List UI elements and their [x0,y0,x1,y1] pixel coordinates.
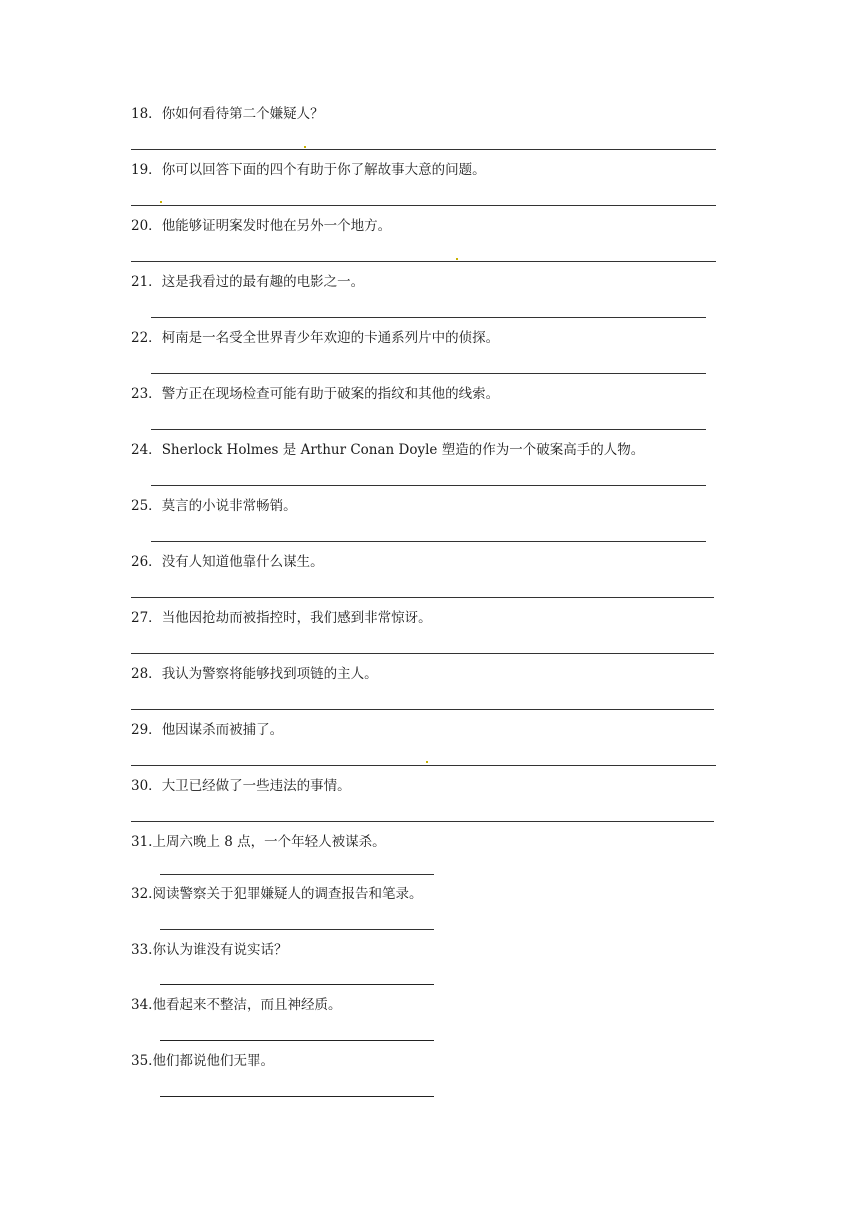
question-number: 32. [131,886,153,902]
answer-line-24[interactable] [151,485,706,486]
question-30 [131,778,351,794]
answer-line-30[interactable] [131,821,714,822]
mark-dot [426,761,428,763]
answer-line-32[interactable] [160,929,434,930]
answer-line-33[interactable] [160,984,434,985]
question-28 [131,666,378,682]
question-number: 19． [131,162,162,178]
question-text: Sherlock Holmes 是 Arthur Conan Doyle 塑造的作为一个破案高手的人物。 [161,442,645,458]
question-text: 上周六晚上 8 点，一个年轻人被谋杀。 [152,834,386,850]
answer-line-27[interactable] [131,653,714,654]
question-number: 21． [131,274,162,290]
question-33 [131,942,287,958]
question-25 [131,498,297,514]
question-text: 他看起来不整洁，而且神经质。 [152,997,342,1013]
question-number: 28． [131,666,162,682]
mark-dot [160,201,162,203]
question-text: 他因谋杀而被捕了。 [161,722,284,738]
question-text: 柯南是一名受全世界青少年欢迎的卡通系列片中的侦探。 [161,330,500,346]
answer-line-23[interactable] [151,429,706,430]
question-number: 23． [131,386,162,402]
answer-line-31[interactable] [160,874,434,875]
question-number: 25． [131,498,162,514]
mark-dot [456,258,458,260]
question-text: 你认为谁没有说实话？ [152,942,288,958]
answer-line-22[interactable] [151,373,706,374]
question-34 [131,997,341,1013]
answer-line-28[interactable] [131,709,714,710]
question-22 [131,330,499,346]
question-number: 20． [131,218,162,234]
question-19 [131,162,486,178]
answer-line-29[interactable] [131,765,716,766]
question-23 [131,386,499,402]
question-24 [131,442,644,458]
question-text: 他们都说他们无罪。 [152,1053,274,1069]
question-text: 莫言的小说非常畅销。 [161,498,297,514]
question-18 [131,106,324,122]
answer-line-19[interactable] [131,205,716,206]
question-26 [131,554,324,570]
question-text: 我认为警察将能够找到项链的主人。 [161,666,378,682]
question-35 [131,1053,274,1069]
question-20 [131,218,391,234]
question-number: 24． [131,442,162,458]
question-number: 22． [131,330,162,346]
question-text: 当他因抢劫而被指控时，我们感到非常惊讶。 [161,610,432,626]
answer-line-21[interactable] [151,317,706,318]
question-text: 阅读警察关于犯罪嫌疑人的调查报告和笔录。 [152,886,423,902]
answer-line-34[interactable] [160,1040,434,1041]
question-number: 29． [131,722,162,738]
question-number: 35. [131,1053,153,1069]
answer-line-26[interactable] [131,597,714,598]
answer-line-25[interactable] [151,541,706,542]
mark-dot [304,146,306,148]
answer-line-35[interactable] [160,1096,434,1097]
question-text: 没有人知道他靠什么谋生。 [161,554,324,570]
answer-line-18[interactable] [131,149,716,150]
question-27 [131,610,432,626]
question-number: 34. [131,997,153,1013]
question-31 [131,834,386,850]
question-number: 18． [131,106,162,122]
question-text: 这是我看过的最有趣的电影之一。 [161,274,365,290]
answer-line-20[interactable] [131,261,716,262]
question-21 [131,274,364,290]
question-32 [131,886,422,902]
question-number: 30． [131,778,162,794]
question-text: 警方正在现场检查可能有助于破案的指纹和其他的线索。 [161,386,500,402]
question-number: 33. [131,942,153,958]
question-text: 你可以回答下面的四个有助于你了解故事大意的问题。 [161,162,486,178]
question-number: 27． [131,610,162,626]
question-text: 大卫已经做了一些违法的事情。 [161,778,351,794]
question-number: 26． [131,554,162,570]
question-text: 你如何看待第二个嫌疑人？ [161,106,324,122]
question-text: 他能够证明案发时他在另外一个地方。 [161,218,392,234]
question-29 [131,722,283,738]
question-number: 31. [131,834,153,850]
